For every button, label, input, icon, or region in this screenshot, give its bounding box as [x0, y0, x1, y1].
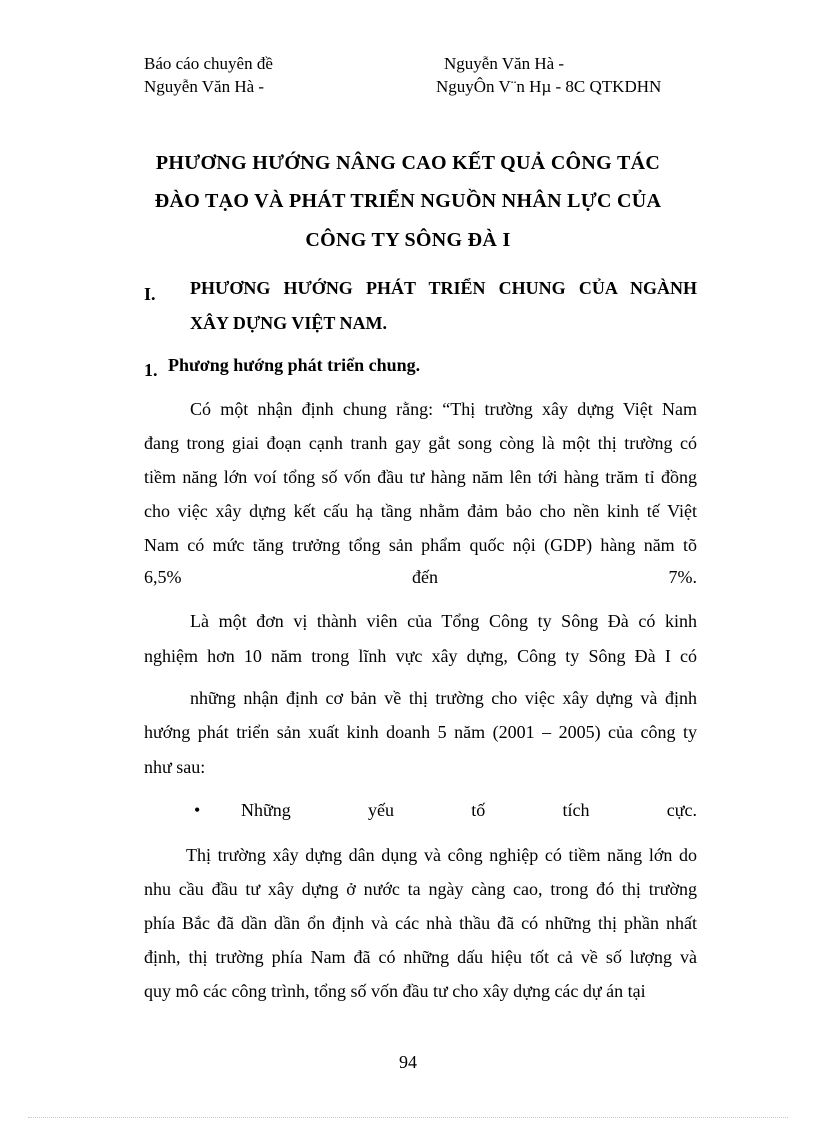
paragraph-1-line-2: đang trong giai đoạn cạnh tranh gay gắt song còng là một thị trường có — [144, 433, 697, 453]
paragraph-1-line-6 — [144, 567, 697, 588]
bullet-word: Những — [241, 800, 291, 820]
header-left-line-1: Báo cáo chuyên đề — [144, 54, 273, 73]
paragraph-1-line-5: Nam có mức tăng trưởng tổng sản phẩm quốc nội (GDP) hàng năm tõ — [144, 535, 697, 555]
chapter-title-line-1: PHƯƠNG HƯỚNG NÂNG CAO KẾT QUẢ CÔNG TÁC — [155, 152, 661, 174]
connector-word: đến — [412, 567, 438, 587]
section-number: I. — [144, 284, 156, 304]
paragraph-3-line-5: quy mô các công trình, tổng số vốn đầu tư cho xây dựng các dự án tại — [144, 981, 646, 1001]
page-bottom-divider — [28, 1117, 788, 1118]
header-right-line-2: NguyÔn V¨n Hµ - 8C QTKDHN — [436, 77, 662, 96]
paragraph-3-line-3: phía Bắc đã dần dần ổn định và các nhà thầu đã có những thị phần nhất — [144, 913, 697, 933]
section-heading-line-2: XÂY DỰNG VIỆT NAM. — [190, 313, 388, 333]
bullet-heading — [241, 800, 697, 821]
subsection-title: Phương hướng phát triển chung. — [168, 355, 421, 375]
bullet-word: tích — [562, 800, 590, 820]
percent-from: 6,5% — [144, 567, 182, 587]
paragraph-3-line-2: nhu cầu đầu tư xây dựng ở nước ta ngày càng cao, trong đó thị trường — [144, 879, 697, 899]
bullet-icon: • — [194, 800, 201, 820]
page-number: 94 — [399, 1052, 417, 1072]
paragraph-3-line-4: định, thị trường phía Nam đã có những dấu hiệu tốt cả về số lượng và — [144, 947, 697, 967]
paragraph-2-line-1: Là một đơn vị thành viên của Tổng Công ty Sông Đà có kinh — [190, 611, 697, 631]
chapter-title-line-2: ĐÀO TẠO VÀ PHÁT TRIỂN NGUỒN NHÂN LỰC CỦA — [154, 190, 662, 212]
paragraph-2-line-2: nghiệm hơn 10 năm trong lĩnh vực xây dựng, Công ty Sông Đà I có — [144, 646, 697, 666]
bullet-word: cực. — [666, 800, 697, 820]
bullet-word: tố — [471, 800, 486, 820]
paragraph-2-line-4: hướng phát triển sản xuất kinh doanh 5 năm (2001 – 2005) của công ty — [144, 722, 697, 742]
bullet-word: yếu — [368, 800, 394, 820]
paragraph-1-line-1: Có một nhận định chung rằng: “Thị trường xây dựng Việt Nam — [190, 399, 697, 419]
header-right-line-1: Nguyễn Văn Hà - — [444, 54, 565, 73]
header-left-line-2: Nguyễn Văn Hà - — [144, 77, 265, 96]
paragraph-2-line-5: như sau: — [144, 757, 206, 777]
paragraph-1-line-3: tiềm năng lớn voí tổng số vốn đầu tư hàng năm lên tới hàng trăm tỉ đồng — [144, 467, 697, 487]
section-heading-line-1: PHƯƠNG HƯỚNG PHÁT TRIỂN CHUNG CỦA NGÀNH — [190, 278, 697, 298]
paragraph-3-line-1: Thị trường xây dựng dân dụng và công nghiệp có tiềm năng lớn do — [186, 845, 697, 865]
chapter-title-line-3: CÔNG TY SÔNG ĐÀ I — [305, 229, 511, 251]
paragraph-1-line-4: cho việc xây dựng kết cấu hạ tầng nhằm đảm bảo cho nền kinh tế Việt — [144, 501, 697, 521]
subsection-number: 1. — [144, 360, 158, 380]
percent-to: 7%. — [668, 567, 697, 587]
paragraph-2-line-3: những nhận định cơ bản về thị trường cho việc xây dựng và định — [190, 688, 697, 708]
